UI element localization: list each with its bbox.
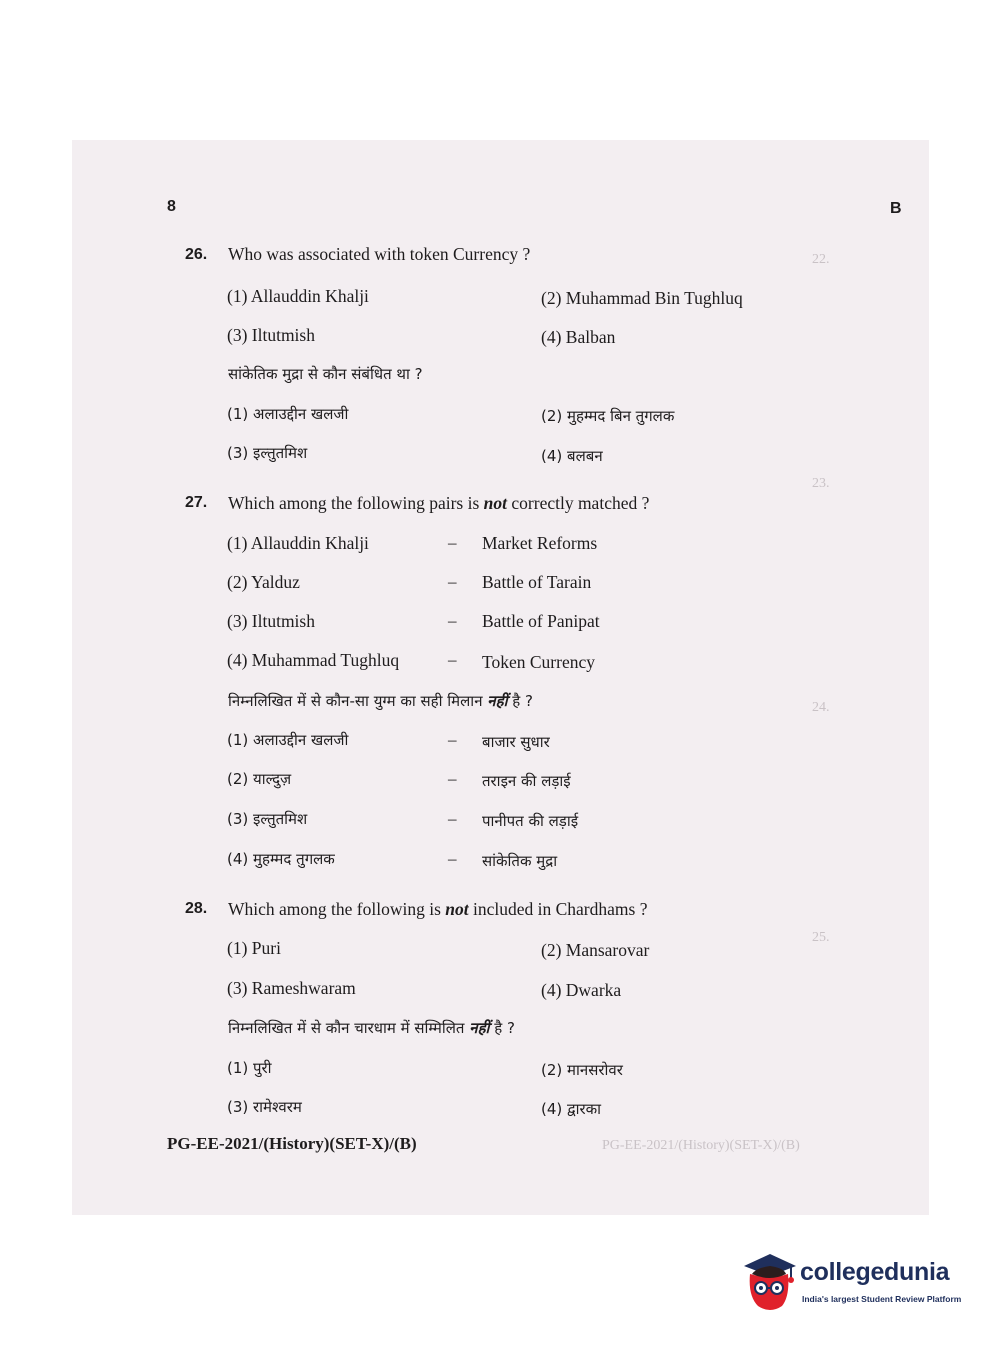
pair-right: Market Reforms [482, 533, 598, 553]
option-text: (3) Rameshwaram [227, 978, 356, 998]
collegedunia-logo[interactable] [740, 1250, 980, 1320]
question-number: 27. [185, 494, 208, 511]
question-text-en: Which among the following is not included in Chardhams ? [228, 899, 648, 919]
pair-left: (1) Allauddin Khalji [227, 533, 369, 553]
graduate-mascot-icon [740, 1250, 798, 1314]
set-letter: B [890, 200, 902, 217]
pair-dash: – [448, 809, 457, 828]
pair-dash: – [448, 849, 457, 868]
bleed-through-text: 24. [812, 700, 830, 715]
bleed-through-text: 22. [812, 252, 830, 267]
option-text: (3) Iltutmish [227, 325, 315, 345]
pair-left: (2) Yalduz [227, 572, 300, 592]
pair-dash: – [448, 572, 457, 591]
pair-right: Battle of Tarain [482, 572, 592, 592]
question-text-en: Who was associated with token Currency ? [228, 244, 531, 264]
pair-dash: – [448, 650, 457, 669]
pair-right-hi: तराइन की लड़ाई [482, 772, 571, 790]
option-text-hi: (1) पुरी [227, 1059, 272, 1077]
pair-right-hi: बाजार सुधार [482, 733, 550, 751]
pair-dash: – [448, 730, 457, 749]
pair-left-hi: (1) अलाउद्दीन खलजी [227, 731, 349, 749]
option-text: (2) Mansarovar [541, 940, 650, 960]
pair-dash: – [448, 769, 457, 788]
option-text-hi: (3) रामेश्वरम [227, 1098, 302, 1116]
bleed-through-text: 25. [812, 930, 830, 945]
option-text-hi: (3) इल्तुतमिश [227, 444, 308, 462]
pair-left: (3) Iltutmish [227, 611, 315, 631]
option-text: (1) Allauddin Khalji [227, 286, 369, 306]
pair-left-hi: (2) याल्दुज़ [227, 770, 292, 788]
pair-left-hi: (3) इल्तुतमिश [227, 810, 308, 828]
option-text-hi: (2) मुहम्मद बिन तुगलक [541, 407, 675, 425]
exam-page [72, 140, 929, 1215]
option-text: (2) Muhammad Bin Tughluq [541, 288, 743, 308]
question-text-hi: सांकेतिक मुद्रा से कौन संबंधित था ? [228, 365, 423, 383]
question-text-en: Which among the following pairs is not correctly matched ? [228, 493, 650, 513]
option-text: (4) Dwarka [541, 980, 622, 1000]
option-text-hi: (1) अलाउद्दीन खलजी [227, 405, 349, 423]
page-number: 8 [167, 198, 176, 215]
pair-right: Battle of Panipat [482, 611, 600, 631]
pair-left: (4) Muhammad Tughluq [227, 650, 400, 670]
option-text-hi: (4) द्वारका [541, 1100, 602, 1118]
option-text-hi: (2) मानसरोवर [541, 1061, 623, 1079]
pair-dash: – [448, 611, 457, 630]
option-text-hi: (4) बलबन [541, 447, 603, 465]
question-number: 28. [185, 900, 208, 917]
pair-left-hi: (4) मुहम्मद तुगलक [227, 850, 335, 868]
bleed-through-text: 23. [812, 476, 830, 491]
pair-dash: – [448, 533, 457, 552]
pair-right-hi: पानीपत की लड़ाई [482, 812, 579, 830]
option-text: (1) Puri [227, 938, 281, 958]
pair-right-hi: सांकेतिक मुद्रा [482, 852, 558, 870]
option-text: (4) Balban [541, 327, 616, 347]
brand-name: collegedunia [800, 1258, 950, 1286]
question-number: 26. [185, 246, 208, 263]
question-text-hi: निम्नलिखित में से कौन-सा युग्म का सही मिलान नहीं है ? [228, 692, 533, 710]
brand-tagline: India's largest Student Review Platform [802, 1294, 962, 1304]
bleed-through-text: PG-EE-2021/(History)(SET-X)/(B) [602, 1138, 800, 1153]
question-text-hi: निम्नलिखित में से कौन चारधाम में सम्मिलित नहीं है ? [228, 1019, 515, 1037]
pair-right: Token Currency [482, 652, 595, 672]
paper-code: PG-EE-2021/(History)(SET-X)/(B) [167, 1134, 417, 1153]
